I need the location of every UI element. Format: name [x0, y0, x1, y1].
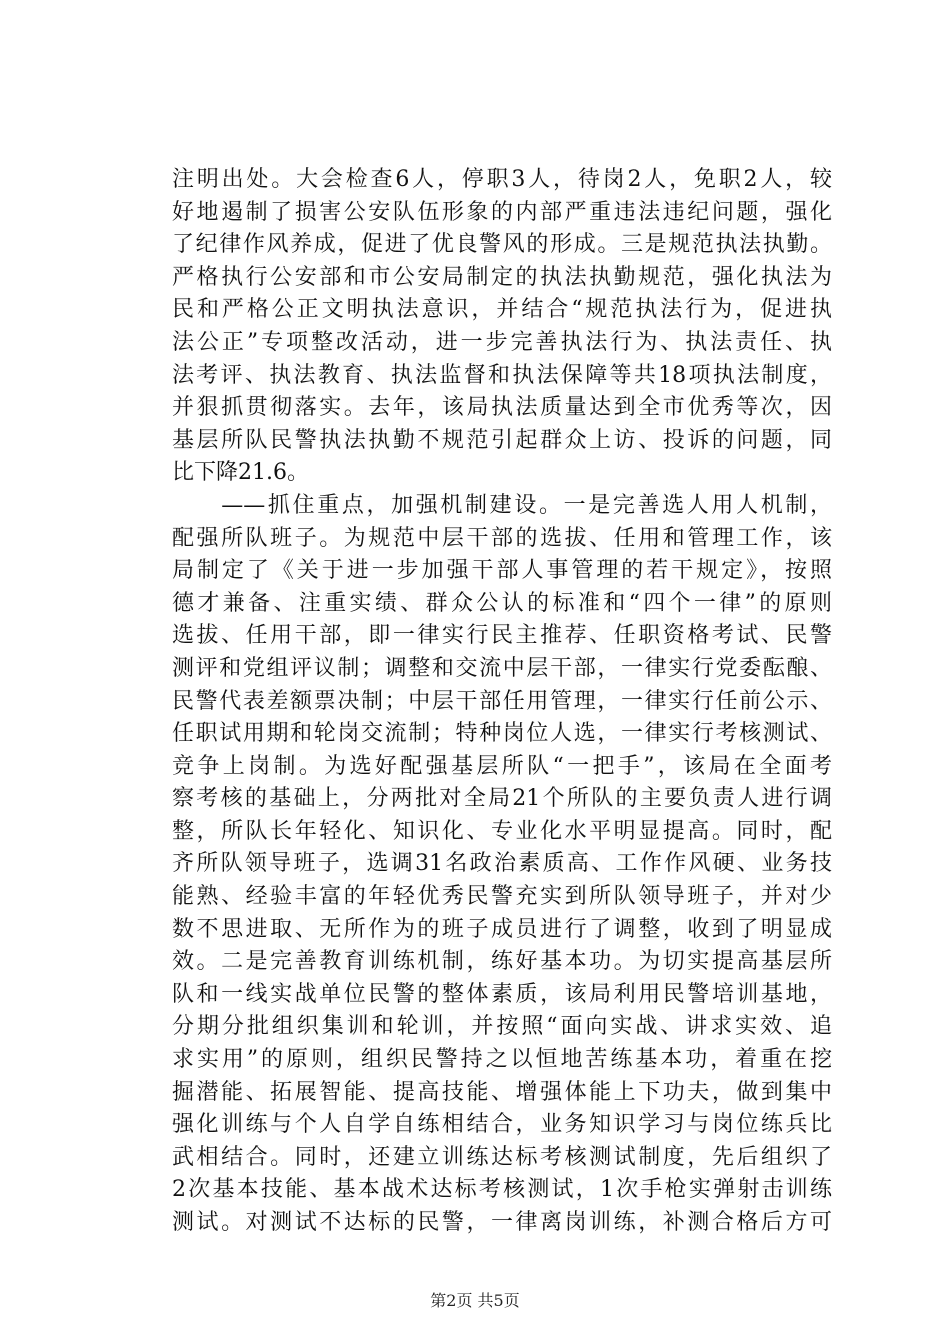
- text-line: 能熟、经验丰富的年轻优秀民警充实到所队领导班子，并对少: [172, 884, 832, 910]
- text-line: 测评和党组评议制；调整和交流中层干部，一律实行党委酝酿、: [172, 655, 832, 681]
- text-line: 数不思进取、无所作为的班子成员进行了调整，收到了明显成: [172, 916, 832, 942]
- text-line: 比下降21.6。: [172, 460, 309, 486]
- text-line: 队和一线实战单位民警的整体素质，该局利用民警培训基地，: [172, 981, 832, 1007]
- text-line: 并狠抓贯彻落实。去年，该局执法质量达到全市优秀等次，因: [172, 395, 832, 421]
- text-line: 局制定了《关于进一步加强干部人事管理的若干规定》，按照: [172, 558, 832, 584]
- document-body: [172, 164, 832, 1240]
- text-line: 掘潜能、拓展智能、提高技能、增强体能上下功夫，做到集中: [172, 1079, 832, 1105]
- text-line: 整，所队长年轻化、知识化、专业化水平明显提高。同时，配: [172, 818, 832, 844]
- text-line: 求实用”的原则，组织民警持之以恒地苦练基本功，着重在挖: [172, 1047, 832, 1073]
- text-line: 武相结合。同时，还建立训练达标考核测试制度，先后组织了: [172, 1144, 832, 1170]
- text-line: 民和严格公正文明执法意识，并结合“规范执法行为，促进执: [172, 297, 832, 323]
- text-line: 齐所队领导班子，选调31名政治素质高、工作作风硬、业务技: [172, 851, 832, 877]
- text-line: 配强所队班子。为规范中层干部的选拔、任用和管理工作，该: [172, 525, 832, 551]
- text-line: 注明出处。大会检查6人，停职3人，待岗2人，免职2人，较: [172, 167, 832, 192]
- text-line: 选拔、任用干部，即一律实行民主推荐、任职资格考试、民警: [172, 623, 832, 649]
- text-line: 测试。对测试不达标的民警，一律离岗训练，补测合格后方可: [172, 1210, 832, 1235]
- text-line: 基层所队民警执法执勤不规范引起群众上访、投诉的问题，同: [172, 427, 832, 453]
- text-line: 2次基本技能、基本战术达标考核测试，1次手枪实弹射击训练: [172, 1177, 832, 1203]
- text-line: 严格执行公安部和市公安局制定的执法执勤规范，强化执法为: [172, 264, 832, 290]
- text-line: 强化训练与个人自学自练相结合，业务知识学习与岗位练兵比: [172, 1112, 832, 1138]
- text-line: 德才兼备、注重实绩、群众公认的标准和“四个一律”的原则: [172, 590, 832, 616]
- text-line: 好地遏制了损害公安队伍形象的内部严重违法违纪问题，强化: [172, 199, 832, 225]
- text-line: 察考核的基础上，分两批对全局21个所队的主要负责人进行调: [172, 786, 832, 812]
- text-line: 了纪律作风养成，促进了优良警风的形成。三是规范执法执勤。: [172, 232, 832, 258]
- text-line: 分期分批组织集训和轮训，并按照“面向实战、讲求实效、追: [172, 1014, 832, 1040]
- text-line: 任职试用期和轮岗交流制；特种岗位人选，一律实行考核测试、: [172, 721, 832, 747]
- text-line: 效。二是完善教育训练机制，练好基本功。为切实提高基层所: [172, 949, 832, 975]
- text-line: 法考评、执法教育、执法监督和执法保障等共18项执法制度，: [172, 362, 832, 388]
- text-line: ——抓住重点，加强机制建设。一是完善选人用人机制，: [172, 492, 832, 518]
- text-line: 竞争上岗制。为选好配强基层所队“一把手”，该局在全面考: [172, 753, 832, 779]
- page-footer: 第2页 共5页: [430, 1291, 520, 1310]
- text-line: 法公正”专项整改活动，进一步完善执法行为、执法责任、执: [172, 329, 832, 355]
- text-line: 民警代表差额票决制；中层干部任用管理，一律实行任前公示、: [172, 688, 832, 714]
